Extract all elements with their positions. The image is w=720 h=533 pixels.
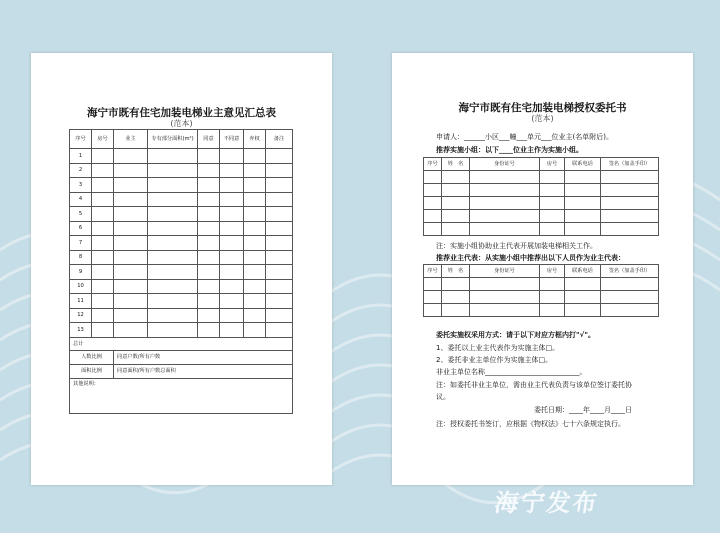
col-header: 不同意 (220, 130, 244, 149)
table-cell (114, 279, 148, 294)
table-cell (470, 223, 540, 236)
total-label: 总计 (70, 337, 293, 350)
table-cell (266, 207, 293, 222)
table-cell (92, 265, 114, 280)
col-header: 联系电话 (565, 158, 601, 171)
group-table (423, 157, 659, 236)
applicant-line: 申请人：______小区___幢___单元___位业主(名单附后)。 (436, 133, 613, 141)
table-cell (601, 171, 659, 184)
table-row (70, 294, 293, 309)
table-cell (114, 192, 148, 207)
table-cell (424, 291, 442, 304)
table-cell (442, 210, 470, 223)
table-cell (198, 323, 220, 338)
table-cell (220, 323, 244, 338)
table-row (70, 221, 293, 236)
table-row (70, 178, 293, 193)
table-cell (114, 308, 148, 323)
entrust-date: 委托日期：____年____月____日 (534, 406, 632, 414)
table-cell (244, 323, 266, 338)
table-cell (266, 294, 293, 309)
table-row (70, 279, 293, 294)
table-cell (220, 178, 244, 193)
table-cell (424, 278, 442, 291)
table-cell (266, 192, 293, 207)
people-ratio-value: 同意户数/所有户数 (114, 350, 293, 364)
table-cell (92, 221, 114, 236)
table-cell (220, 294, 244, 309)
table-cell (601, 304, 659, 317)
table-cell (244, 178, 266, 193)
table-cell (198, 265, 220, 280)
table-cell (198, 294, 220, 309)
table-row (70, 207, 293, 222)
notes-label: 其他说明： (70, 378, 293, 413)
table-cell (198, 178, 220, 193)
table-cell (442, 291, 470, 304)
table-row (70, 149, 293, 164)
table-cell (244, 149, 266, 164)
table-cell (424, 184, 442, 197)
table-cell (220, 236, 244, 251)
col-header: 同意 (198, 130, 220, 149)
table-cell (565, 210, 601, 223)
table-cell (601, 210, 659, 223)
table-cell (601, 223, 659, 236)
table-cell (266, 178, 293, 193)
col-header: 房号 (92, 130, 114, 149)
table-cell (114, 207, 148, 222)
table-cell (266, 221, 293, 236)
table-cell (601, 197, 659, 210)
table-cell (244, 221, 266, 236)
table-row (424, 197, 659, 210)
table-cell (470, 278, 540, 291)
table-cell (244, 192, 266, 207)
table-cell (470, 171, 540, 184)
table-cell (244, 163, 266, 178)
table-cell (424, 304, 442, 317)
unit-name-line: 非业主单位名称___________________________。 (436, 368, 587, 376)
table-cell (220, 279, 244, 294)
col-header: 姓 名 (442, 265, 470, 278)
table-cell (470, 197, 540, 210)
row-number: 6 (70, 221, 92, 236)
table-cell (148, 265, 198, 280)
table-cell (114, 221, 148, 236)
table-cell (565, 291, 601, 304)
table-cell (220, 308, 244, 323)
table-cell (424, 210, 442, 223)
table-cell (148, 221, 198, 236)
summary-form-subtitle: (范本) (170, 119, 193, 128)
people-ratio-row (70, 350, 293, 364)
table-cell (266, 163, 293, 178)
col-header: 房号 (540, 158, 565, 171)
col-header: 序号 (70, 130, 92, 149)
table-cell (540, 291, 565, 304)
table-cell (220, 163, 244, 178)
table-cell (148, 149, 198, 164)
table-row (70, 163, 293, 178)
table-cell (244, 265, 266, 280)
table-cell (114, 250, 148, 265)
table-cell (424, 197, 442, 210)
table-cell (114, 265, 148, 280)
col-header: 专有部分面积(m²) (148, 130, 198, 149)
notes-row (70, 378, 293, 413)
summary-form-sheet (31, 53, 332, 485)
table-cell (540, 184, 565, 197)
row-number: 4 (70, 192, 92, 207)
table-cell (266, 323, 293, 338)
table-cell (244, 308, 266, 323)
table-cell (148, 279, 198, 294)
table-cell (92, 294, 114, 309)
table-cell (220, 265, 244, 280)
table-cell (565, 304, 601, 317)
table-cell (540, 278, 565, 291)
table-cell (424, 223, 442, 236)
table-cell (470, 291, 540, 304)
group-table-header (424, 158, 659, 171)
table-row (424, 210, 659, 223)
table-cell (148, 308, 198, 323)
table-row (424, 171, 659, 184)
table-cell (540, 223, 565, 236)
people-ratio-label: 人数比例 (70, 350, 114, 364)
table-row (70, 236, 293, 251)
table-cell (114, 178, 148, 193)
table-cell (92, 308, 114, 323)
summary-table-header (70, 130, 293, 149)
area-ratio-value: 同意面积/所有户数总面积 (114, 364, 293, 378)
col-header: 姓 名 (442, 158, 470, 171)
table-cell (565, 197, 601, 210)
table-row (424, 304, 659, 317)
table-cell (114, 323, 148, 338)
table-cell (92, 207, 114, 222)
row-number: 12 (70, 308, 92, 323)
recommend-rep-line: 推荐业主代表：从实施小组中推荐出以下人员作为业主代表： (436, 254, 625, 262)
table-row (70, 265, 293, 280)
table-cell (92, 163, 114, 178)
table-cell (198, 308, 220, 323)
row-number: 13 (70, 323, 92, 338)
col-header: 业主 (114, 130, 148, 149)
table-cell (198, 163, 220, 178)
table-cell (198, 221, 220, 236)
table-row (424, 278, 659, 291)
rep-table (423, 264, 659, 317)
table-cell (470, 304, 540, 317)
unit-note-line1: 注：如委托非业主单位，需由业主代表负责与该单位签订委托协 (436, 381, 632, 389)
summary-table (69, 129, 293, 414)
table-cell (266, 250, 293, 265)
option-2: 2、委托非业主单位作为实施主体□。 (436, 356, 553, 364)
table-cell (114, 294, 148, 309)
summary-form-title: 海宁市既有住宅加装电梯业主意见汇总表 (87, 107, 276, 119)
table-cell (540, 171, 565, 184)
table-cell (442, 278, 470, 291)
table-cell (198, 236, 220, 251)
table-cell (92, 323, 114, 338)
table-cell (114, 163, 148, 178)
table-cell (266, 149, 293, 164)
table-row (70, 308, 293, 323)
table-cell (244, 250, 266, 265)
row-number: 9 (70, 265, 92, 280)
table-cell (442, 223, 470, 236)
table-cell (114, 149, 148, 164)
table-cell (92, 149, 114, 164)
row-number: 7 (70, 236, 92, 251)
table-cell (470, 210, 540, 223)
table-cell (470, 184, 540, 197)
table-cell (148, 323, 198, 338)
unit-note-line2: 议。 (436, 393, 450, 401)
row-number: 11 (70, 294, 92, 309)
table-row (70, 323, 293, 338)
col-header: 身份证号 (470, 158, 540, 171)
group-note: 注：实施小组协助业主代表开展加装电梯相关工作。 (436, 242, 597, 250)
table-cell (220, 221, 244, 236)
col-header: 联系电话 (565, 265, 601, 278)
row-number: 5 (70, 207, 92, 222)
table-cell (540, 210, 565, 223)
table-cell (198, 279, 220, 294)
table-cell (92, 250, 114, 265)
table-cell (565, 278, 601, 291)
table-cell (198, 192, 220, 207)
table-cell (148, 207, 198, 222)
table-cell (92, 178, 114, 193)
table-cell (92, 279, 114, 294)
row-number: 10 (70, 279, 92, 294)
table-cell (565, 171, 601, 184)
row-number: 1 (70, 149, 92, 164)
table-cell (442, 197, 470, 210)
entrust-way-line (436, 330, 595, 340)
recommend-group-line: 推荐实施小组：以下____位业主作为实施小组。 (436, 146, 583, 154)
table-cell (220, 149, 244, 164)
table-cell (220, 192, 244, 207)
entrust-way-text: 委托实施权采用方式：请于以下对应方框内打"√"。 (436, 331, 595, 339)
table-cell (244, 207, 266, 222)
table-cell (198, 250, 220, 265)
table-cell (266, 236, 293, 251)
table-cell (148, 294, 198, 309)
table-cell (92, 192, 114, 207)
table-cell (601, 184, 659, 197)
col-header: 序号 (424, 265, 442, 278)
table-cell (148, 178, 198, 193)
table-cell (266, 279, 293, 294)
table-cell (198, 207, 220, 222)
table-cell (92, 236, 114, 251)
table-cell (220, 250, 244, 265)
table-row (70, 250, 293, 265)
col-header: 签名（加盖手印） (601, 158, 659, 171)
table-cell (424, 171, 442, 184)
authorization-title: 海宁市既有住宅加装电梯授权委托书 (458, 102, 627, 114)
table-cell (442, 304, 470, 317)
authorization-form-sheet (392, 53, 693, 485)
table-cell (266, 308, 293, 323)
col-header: 房号 (540, 265, 565, 278)
area-ratio-row (70, 364, 293, 378)
table-row (70, 192, 293, 207)
table-cell (244, 279, 266, 294)
table-cell (198, 149, 220, 164)
col-header: 弃权 (244, 130, 266, 149)
table-cell (114, 236, 148, 251)
table-cell (148, 236, 198, 251)
rep-table-header (424, 265, 659, 278)
row-number: 3 (70, 178, 92, 193)
legal-note: 注：授权委托书签订，应根据《物权法》七十六条规定执行。 (436, 420, 625, 428)
table-row (424, 291, 659, 304)
row-number: 8 (70, 250, 92, 265)
table-cell (148, 192, 198, 207)
col-header: 签名（加盖手印） (601, 265, 659, 278)
table-cell (601, 291, 659, 304)
table-cell (565, 184, 601, 197)
col-header: 身份证号 (470, 265, 540, 278)
table-cell (540, 304, 565, 317)
table-cell (244, 294, 266, 309)
authorization-subtitle: (范本) (531, 114, 554, 123)
table-row (424, 223, 659, 236)
col-header: 备注 (266, 130, 293, 149)
table-cell (244, 236, 266, 251)
table-cell (442, 184, 470, 197)
area-ratio-label: 面积比例 (70, 364, 114, 378)
col-header: 序号 (424, 158, 442, 171)
table-cell (442, 171, 470, 184)
table-cell (220, 207, 244, 222)
table-cell (148, 163, 198, 178)
table-row (424, 184, 659, 197)
table-cell (565, 223, 601, 236)
row-number: 2 (70, 163, 92, 178)
option-1: 1、委托以上业主代表作为实施主体□。 (436, 344, 560, 352)
watermark: 海宁发布 (492, 489, 601, 517)
table-cell (266, 265, 293, 280)
table-cell (148, 250, 198, 265)
table-cell (540, 197, 565, 210)
table-cell (601, 278, 659, 291)
total-row (70, 337, 293, 350)
